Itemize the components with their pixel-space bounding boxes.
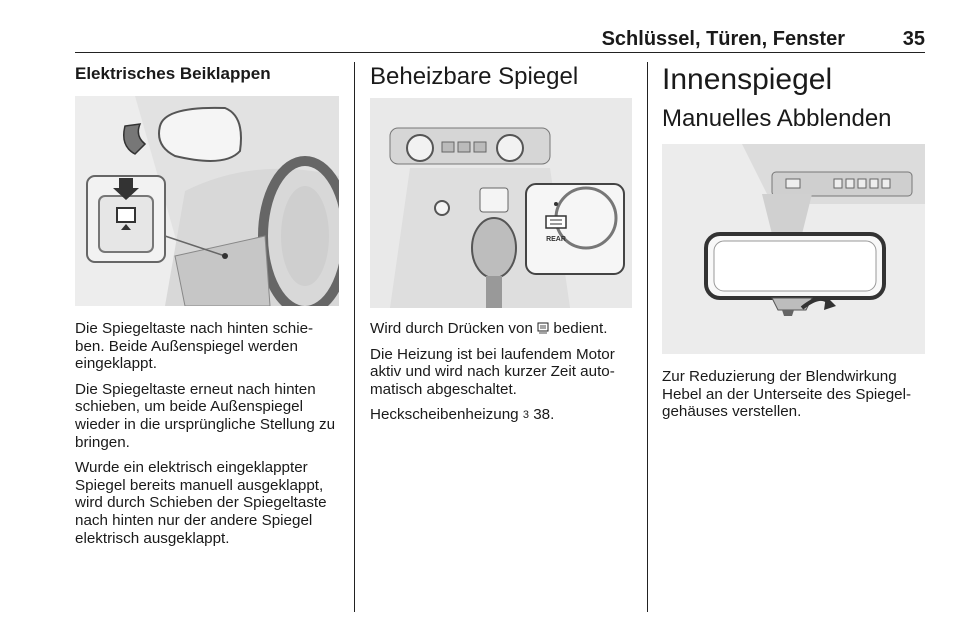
running-title: Schlüssel, Türen, Fenster xyxy=(601,28,845,50)
column-divider-1 xyxy=(354,62,355,612)
page-reference-arrow: 3 xyxy=(522,409,529,422)
rear-window-heating-icon xyxy=(537,322,549,335)
paragraph: Wird durch Drücken von bedient. xyxy=(370,320,608,337)
column-heated-mirrors xyxy=(370,62,632,433)
paragraph: Die Heizung ist bei laufendem Motor aktiv und wird nach kurzer Zeit auto-matisch abgeschaltet. xyxy=(370,345,615,398)
paragraph: Die Spiegeltaste erneut nach hinten schieben, um beide Außenspiegel wieder in die ursprüngliche Stellung zu bringen. xyxy=(75,380,336,451)
page-reference[interactable]: 38. xyxy=(533,406,555,424)
section-heading-heated: Beheizbare Spiegel xyxy=(370,63,579,90)
rear-button-label: REAR xyxy=(546,236,566,243)
paragraph: Heckscheibenheizung 3 38. xyxy=(370,406,555,424)
section-heading-folding: Elektrisches Beiklappen xyxy=(75,64,271,83)
header-rule xyxy=(75,52,925,53)
paragraph: Zur Reduzierung der Blendwirkung Hebel an der Unterseite des Spiegel-gehäuses verstellen. xyxy=(662,368,912,421)
page-number: 35 xyxy=(902,28,925,50)
paragraph: Wurde ein elektrisch eingeklappter Spiegel bereits manuell ausgeklappt, wird durch Schieben der Spiegeltaste nach hinten nur der andere Spiegel elektrisch ausgeklappt. xyxy=(75,459,327,547)
page-header xyxy=(75,28,925,50)
column-folding xyxy=(75,62,340,555)
chapter-heading-interior-mirror: Innenspiegel xyxy=(662,63,833,96)
column-interior-mirror xyxy=(662,62,927,429)
column-divider-2 xyxy=(647,62,648,612)
mirror-fold-illustration xyxy=(75,96,339,306)
heated-mirror-illustration xyxy=(370,98,632,308)
section-heading-manual-dimming: Manuelles Abblenden xyxy=(662,105,892,132)
interior-mirror-illustration xyxy=(662,144,925,354)
paragraph: Die Spiegeltaste nach hinten schie-ben. Beide Außenspiegel werden eingeklappt. xyxy=(75,320,314,373)
